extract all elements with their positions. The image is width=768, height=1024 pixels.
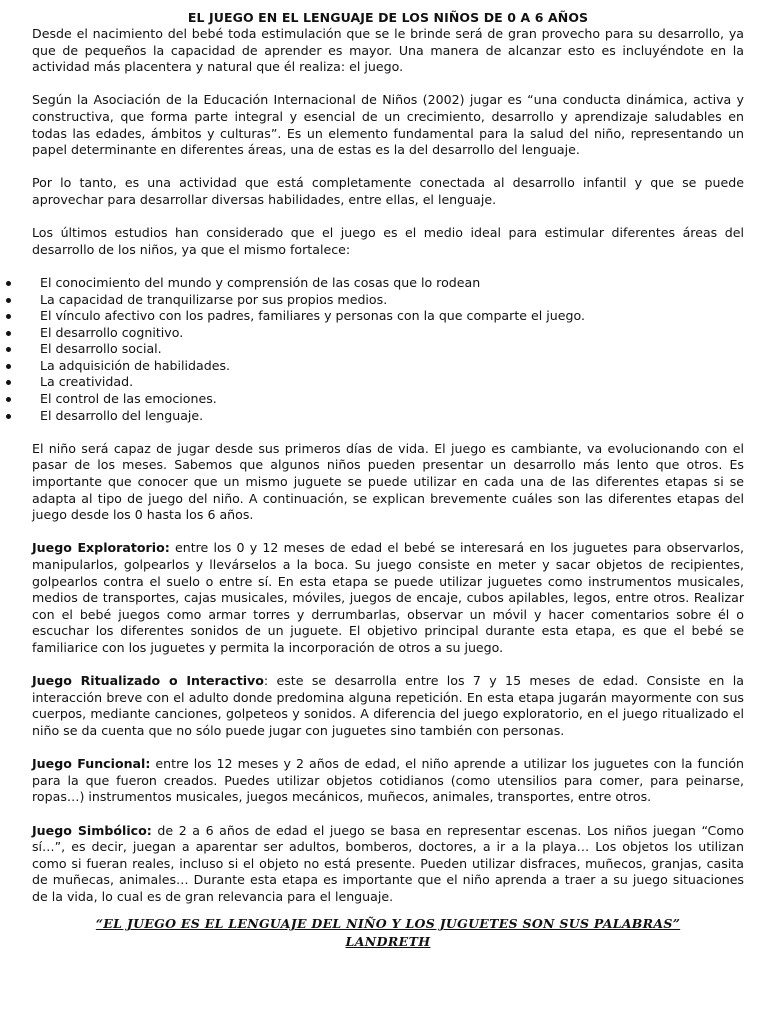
paragraph-intro: Desde el nacimiento del bebé toda estimulación que se le brinde será de gran provecho para su desarrollo, ya que de pequeños la capacidad de aprender es mayor. Una manera de alcanzar esto es incluyéndote en la actividad más placentera y natural que él realiza: el juego.: [32, 26, 744, 75]
list-item-text: El desarrollo cognitivo.: [40, 324, 184, 340]
list-item: [32, 275, 744, 292]
list-item: [32, 408, 744, 425]
list-item-text: La capacidad de tranquilizarse por sus propios medios.: [40, 291, 388, 307]
list-item-text: El conocimiento del mundo y comprensión de las cosas que lo rodean: [40, 274, 481, 290]
quote-author: LANDRETH: [345, 934, 431, 950]
list-item: [32, 341, 744, 358]
list-item-text: La creatividad.: [40, 374, 134, 390]
list-item: [32, 358, 744, 375]
bullet-icon: [6, 314, 11, 319]
list-item: [32, 308, 744, 325]
list-item-text: El desarrollo del lenguaje.: [40, 407, 204, 423]
paragraph-estudios: Los últimos estudios han considerado que el juego es el medio ideal para estimular diferentes áreas del desarrollo de los niños, ya que el mismo fortalece:: [32, 225, 744, 257]
list-item-text: El desarrollo social.: [40, 341, 162, 357]
closing-quote: “EL JUEGO ES EL LENGUAJE DEL NIÑO Y LOS JUGUETES SON SUS PALABRAS”: [95, 916, 681, 932]
bullet-icon: [6, 331, 11, 336]
document-title: EL JUEGO EN EL LENGUAJE DE LOS NIÑOS DE 0 A 6 AÑOS: [187, 10, 589, 25]
list-item-text: El control de las emociones.: [40, 391, 217, 407]
bullet-icon: [6, 298, 11, 303]
bullet-icon: [6, 397, 11, 402]
stage-term: Juego Funcional:: [32, 756, 151, 772]
stage-term: Juego Simbólico:: [32, 822, 152, 838]
stage-funcional: [32, 756, 744, 806]
stage-text: entre los 12 meses y 2 años de edad, el niño aprende a utilizar los juguetes con la función para la que fueron creados. Puedes utilizar objetos cotidianos (como utensilios para comer, para peinarse, ropas…) instrumentos musicales, juegos mecánicos, muñecos, animales, transportes, entre otros.: [32, 756, 745, 805]
paragraph-etapas: El niño será capaz de jugar desde sus primeros días de vida. El juego es cambiante, va evolucionando con el pasar de los meses. Sabemos que algunos niños pueden presentar un desarrollo más lento que otros. Es importante que conocer que un mismo juguete se puede utilizar en cada una de las diferentes etapas si se adapta al tipo de juego del niño. A continuación, se explican brevemente cuáles son las diferentes etapas del juego desde los 0 hasta los 6 años.: [32, 440, 744, 523]
benefits-list: [32, 275, 744, 424]
list-item: [32, 325, 744, 342]
stage-ritualizado: [32, 673, 744, 739]
bullet-icon: [6, 414, 11, 419]
list-item: [32, 374, 744, 391]
stage-text: entre los 0 y 12 meses de edad el bebé se interesará en los juguetes para observarlos, manipularlos, golpearlos y llevárselos a la boca. Su juego consiste en meter y sacar objetos de recipientes, golpearlos contra el suelo o entre sí. En esta etapa se puede utilizar juguetes como instrumentos musicales, medios de transportes, cajas musicales, móviles, juegos de encaje, cubos apilables, legos, entre otros. Realizar con el bebé juegos como armar torres y derrumbarlas, observar un móvil y hacer comentarios sobre él o escuchar los diferentes sonidos de un juguete. El objetivo principal durante esta etapa, es que el bebé se familiarice con los juguetes y permita la incorporación de otros a su juego.: [32, 540, 744, 655]
list-item-text: El vínculo afectivo con los padres, familiares y personas con la que comparte el juego.: [40, 308, 585, 324]
paragraph-asociacion: Según la Asociación de la Educación Internacional de Niños (2002) jugar es “una conducta dinámica, activa y constructiva, que forma parte integral y esencial de un crecimiento, desarrollo y aprendizaje saludables en todas las edades, ámbitos y culturas”. Es un elemento fundamental para la salud del niño, representando un papel determinante en diferentes áreas, una de estas es la del desarrollo del lenguaje.: [32, 92, 744, 158]
paragraph-por-lo-tanto: Por lo tanto, es una actividad que está completamente conectada al desarrollo infantil y que se puede aprovechar para desarrollar diversas habilidades, entre ellas, el lenguaje.: [32, 175, 744, 207]
stage-simbolico: [32, 823, 744, 906]
list-item: [32, 292, 744, 309]
bullet-icon: [6, 364, 11, 369]
stage-text: : este se desarrolla entre los 7 y 15 meses de edad. Consiste en la interacción breve con el adulto donde predomina alguna repetición. En esta etapa jugarán mayormente con sus cuerpos, mediante canciones, golpeteos y sonidos. A diferencia del juego exploratorio, en el juego ritualizado el niño se da cuenta que no sólo puede jugar con juguetes sino también con personas.: [32, 673, 744, 738]
bullet-icon: [6, 380, 11, 385]
list-item: [32, 391, 744, 408]
bullet-icon: [6, 281, 11, 286]
stage-term: Juego Ritualizado o Interactivo: [32, 673, 264, 689]
stage-exploratorio: [32, 540, 744, 656]
stage-term: Juego Exploratorio:: [32, 540, 170, 556]
stage-text: de 2 a 6 años de edad el juego se basa en representar escenas. Los niños juegan “Como sí…”, es decir, juegan a aparentar ser adultos, bomberos, doctores, a ir a la playa… Los objetos los utilizan como si fueran reales, incluso si el objeto no está presente. Pueden utilizar disfraces, muñecos, granjas, casita de muñecas, animales… Durante esta etapa es importante que el niño aprenda a traer a su juego situaciones de la vida, lo cual es de gran relevancia para el lenguaje.: [32, 822, 745, 904]
bullet-icon: [6, 347, 11, 352]
list-item-text: La adquisición de habilidades.: [40, 357, 231, 373]
document-page: [32, 10, 744, 951]
